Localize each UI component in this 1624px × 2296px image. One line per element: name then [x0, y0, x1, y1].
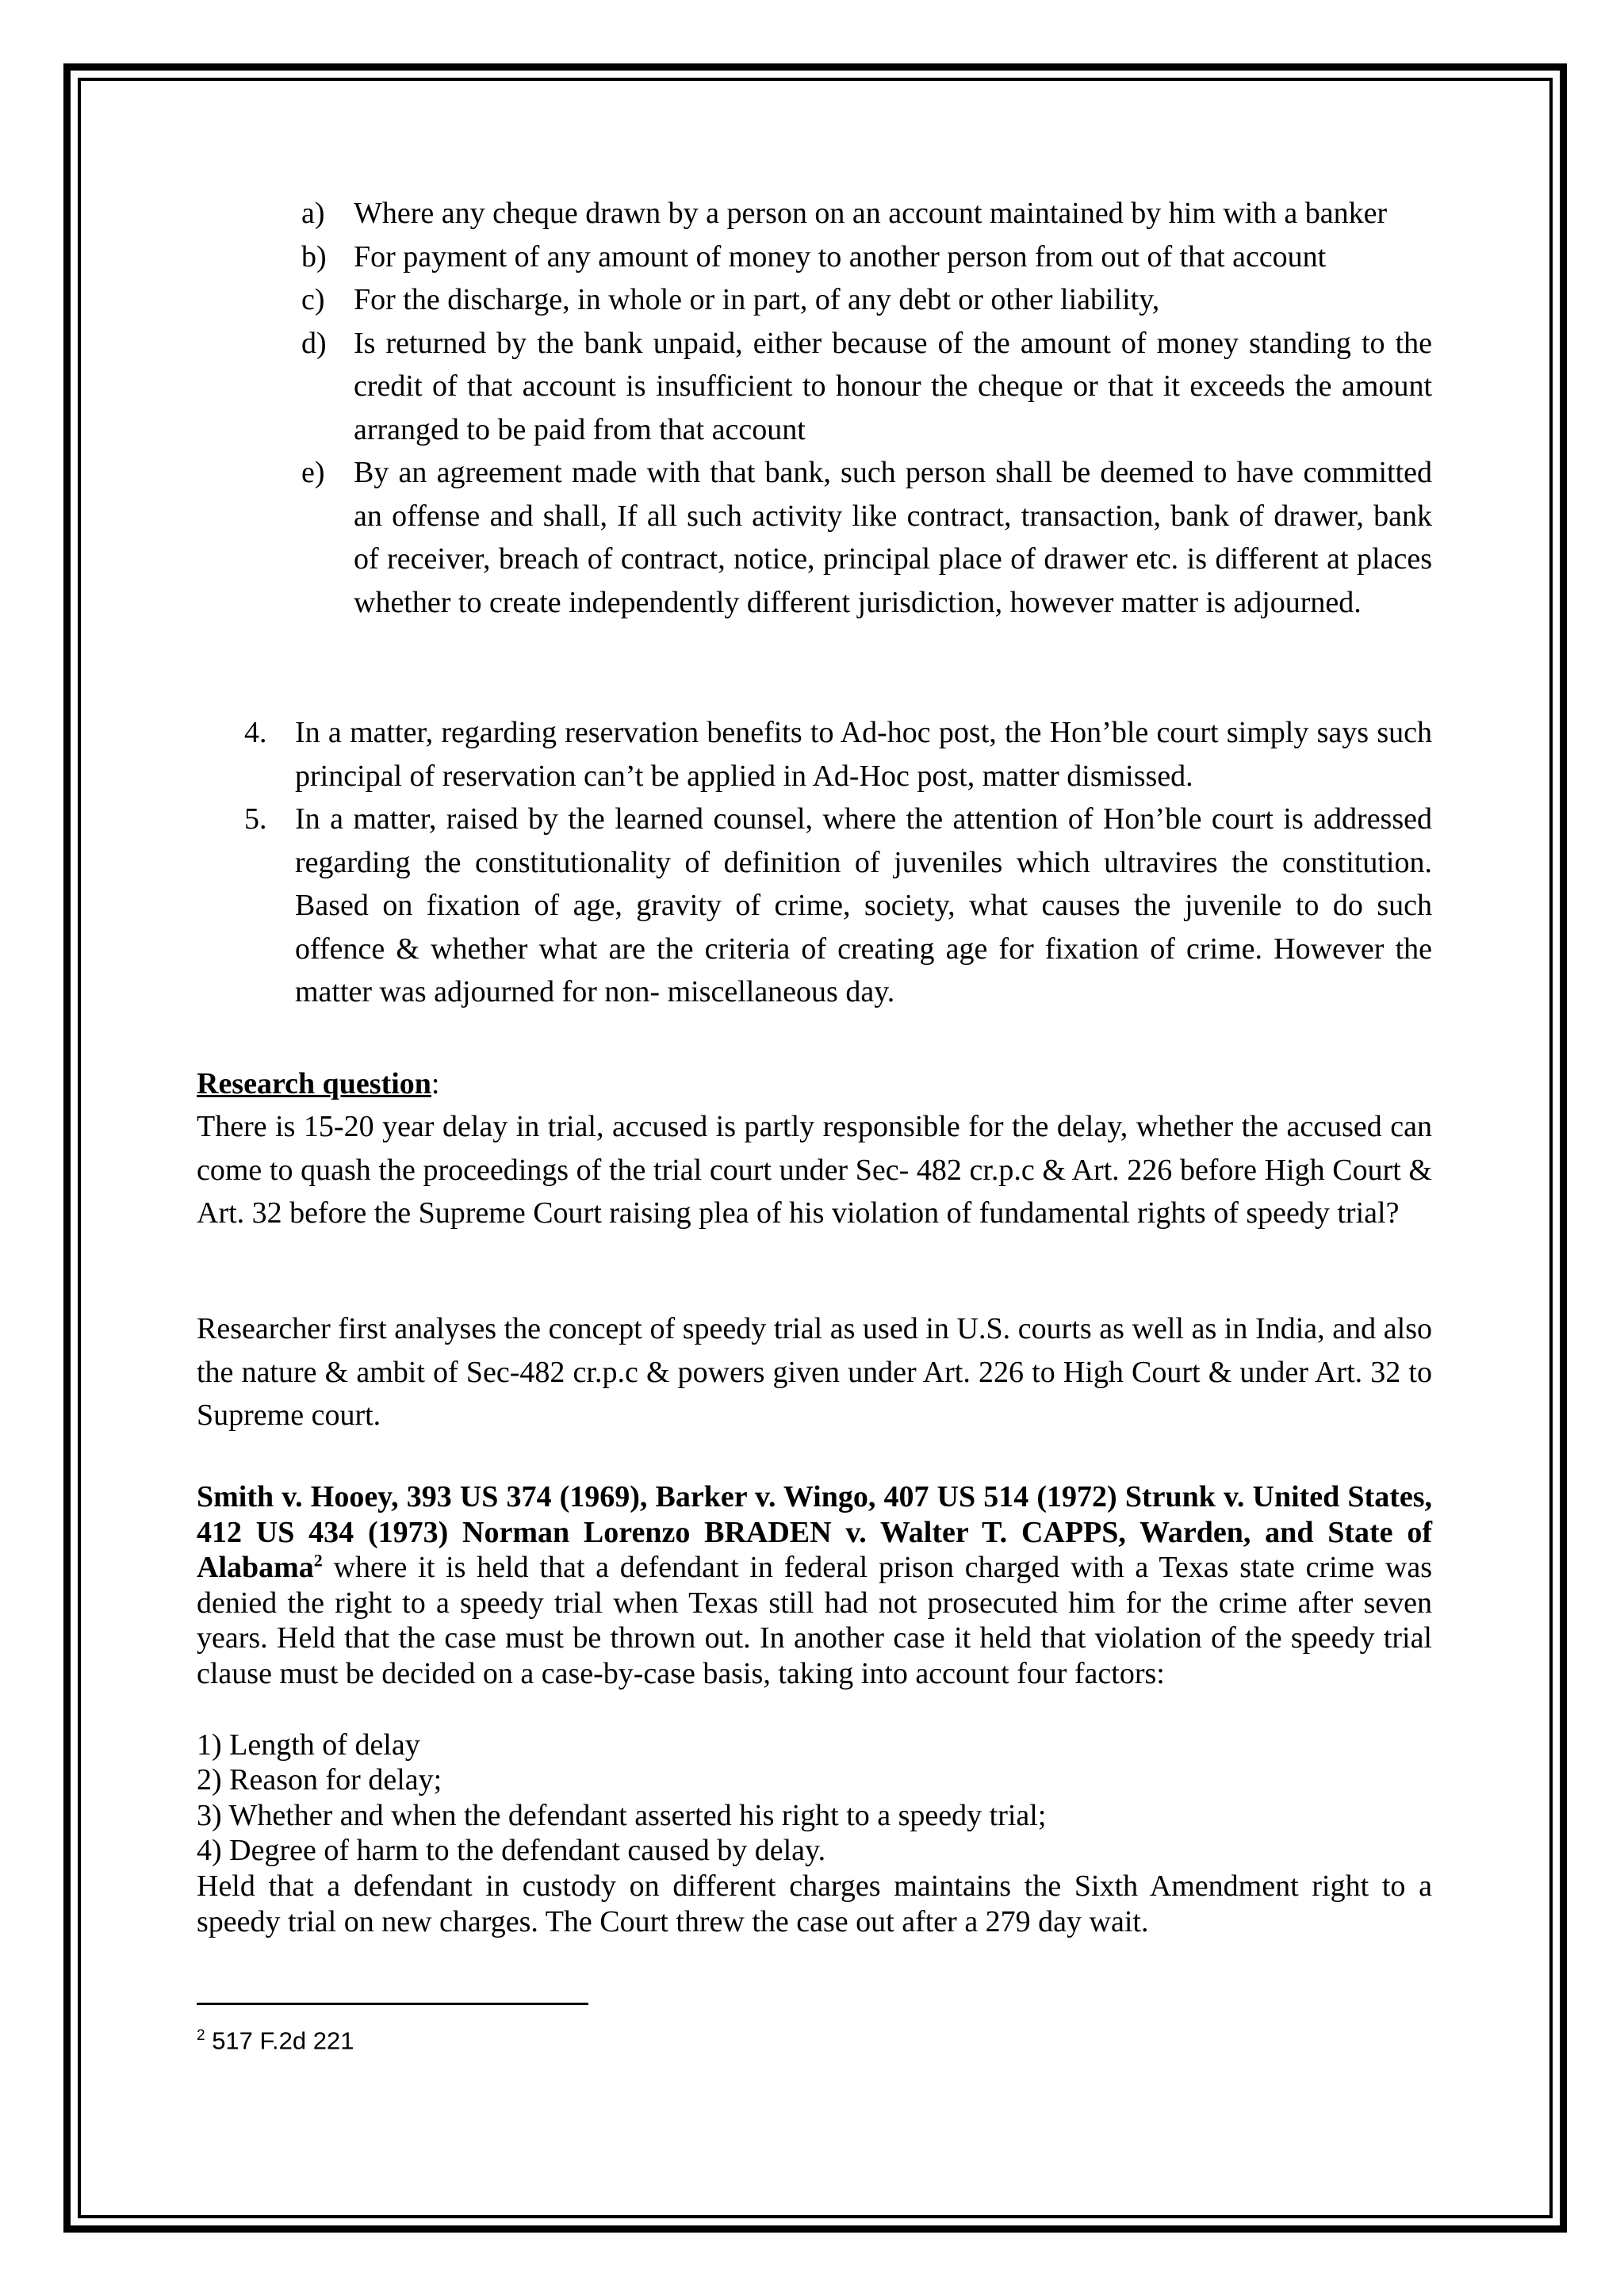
- list-marker: 4.: [244, 716, 267, 749]
- footnote-reference: 2: [313, 1550, 323, 1571]
- footnote-number: 2: [197, 2027, 205, 2044]
- list-marker: c): [301, 283, 325, 316]
- list-item: [244, 798, 1432, 1014]
- list-item: [301, 322, 1432, 452]
- research-question-heading: [197, 1062, 439, 1106]
- list-marker: e): [301, 456, 325, 489]
- research-heading-colon: :: [431, 1067, 440, 1100]
- factor-item: 3) Whether and when the defendant asserted his right to a speedy trial;: [197, 1799, 1047, 1832]
- list-marker: a): [301, 197, 325, 230]
- list-item: [301, 192, 1432, 235]
- list-item-text: For the discharge, in whole or in part, of any debt or other liability,: [354, 283, 1160, 316]
- numbered-list: [244, 711, 1432, 1014]
- lettered-list: [301, 192, 1432, 624]
- list-item-text: Where any cheque drawn by a person on an account maintained by him with a banker: [354, 197, 1388, 230]
- footnote-text: 517 F.2d 221: [205, 2026, 354, 2055]
- list-marker: 5.: [244, 802, 267, 836]
- list-marker: d): [301, 326, 327, 360]
- list-item-text: For payment of any amount of money to another person from out of that account: [354, 239, 1327, 274]
- list-item: [301, 278, 1432, 322]
- case-citations: Smith v. Hooey, 393 US 374 (1969), Barker v. Wingo, 407 US 514 (1972) Strunk v. United States, 412 US 434 (1973) Norman Lorenzo BRADEN v. Walter T. CAPPS, Warden, and State of Alabama: [197, 1480, 1432, 1584]
- research-question-paragraph: There is 15-20 year delay in trial, accused is partly responsible for the delay, whether the accused can come to quash the proceedings of the trial court under Sec- 482 cr.p.c & Art. 226 before High Court & Art. 32 before the Supreme Court raising plea of his violation of fundamental rights of speedy trial?: [197, 1110, 1432, 1230]
- factor-item: 1) Length of delay: [197, 1728, 420, 1762]
- research-heading-text: Research question: [197, 1067, 431, 1100]
- list-item-text: In a matter, regarding reservation benefits to Ad-hoc post, the Hon’ble court simply says such principal of reservation can’t be applied in Ad-Hoc post, matter dismissed.: [295, 716, 1432, 793]
- footnote: [197, 2020, 354, 2057]
- case-law-paragraph: [197, 1479, 1432, 1691]
- researcher-analysis-paragraph: Researcher first analyses the concept of speedy trial as used in U.S. courts as well as in India, and also the nature & ambit of Sec-482 cr.p.c & powers given under Art. 226 to High Court & under Art. 32 to Supreme court.: [197, 1312, 1432, 1432]
- holding-paragraph: Held that a defendant in custody on different charges maintains the Sixth Amendment right to a speedy trial on new charges. The Court threw the case out after a 279 day wait.: [197, 1869, 1432, 1938]
- case-text: where it is held that a defendant in federal prison charged with a Texas state crime was denied the right to a speedy trial when Texas still had not prosecuted him for the crime after seven years. Held that the case must be thrown out. In another case it held that violation of the speedy trial clause must be decided on a case-by-case basis, taking into account four factors:: [197, 1551, 1432, 1690]
- list-item: [244, 711, 1432, 798]
- list-marker: b): [301, 239, 327, 274]
- footnote-separator: [197, 2003, 588, 2005]
- list-item-text: Is returned by the bank unpaid, either because of the amount of money standing to the credit of that account is insufficient to honour the cheque or that it exceeds the amount arranged to be paid from that account: [354, 326, 1432, 446]
- factor-item: 2) Reason for delay;: [197, 1763, 442, 1797]
- list-item: [301, 235, 1432, 279]
- list-item: [301, 451, 1432, 624]
- list-item-text: By an agreement made with that bank, such person shall be deemed to have committed an offense and shall, If all such activity like contract, transaction, bank of drawer, bank of receiver, breach of contract, notice, principal place of drawer etc. is different at places whether to create independently different jurisdiction, however matter is adjourned.: [354, 456, 1432, 619]
- list-item-text: In a matter, raised by the learned counsel, where the attention of Hon’ble court is addressed regarding the constitutionality of definition of juveniles which ultravires the constitution. Based on fixation of age, gravity of crime, society, what causes the juvenile to do such offence & whether what are the criteria of creating age for fixation of crime. However the matter was adjourned for non- miscellaneous day.: [295, 802, 1432, 1008]
- factor-item: 4) Degree of harm to the defendant caused by delay.: [197, 1834, 826, 1867]
